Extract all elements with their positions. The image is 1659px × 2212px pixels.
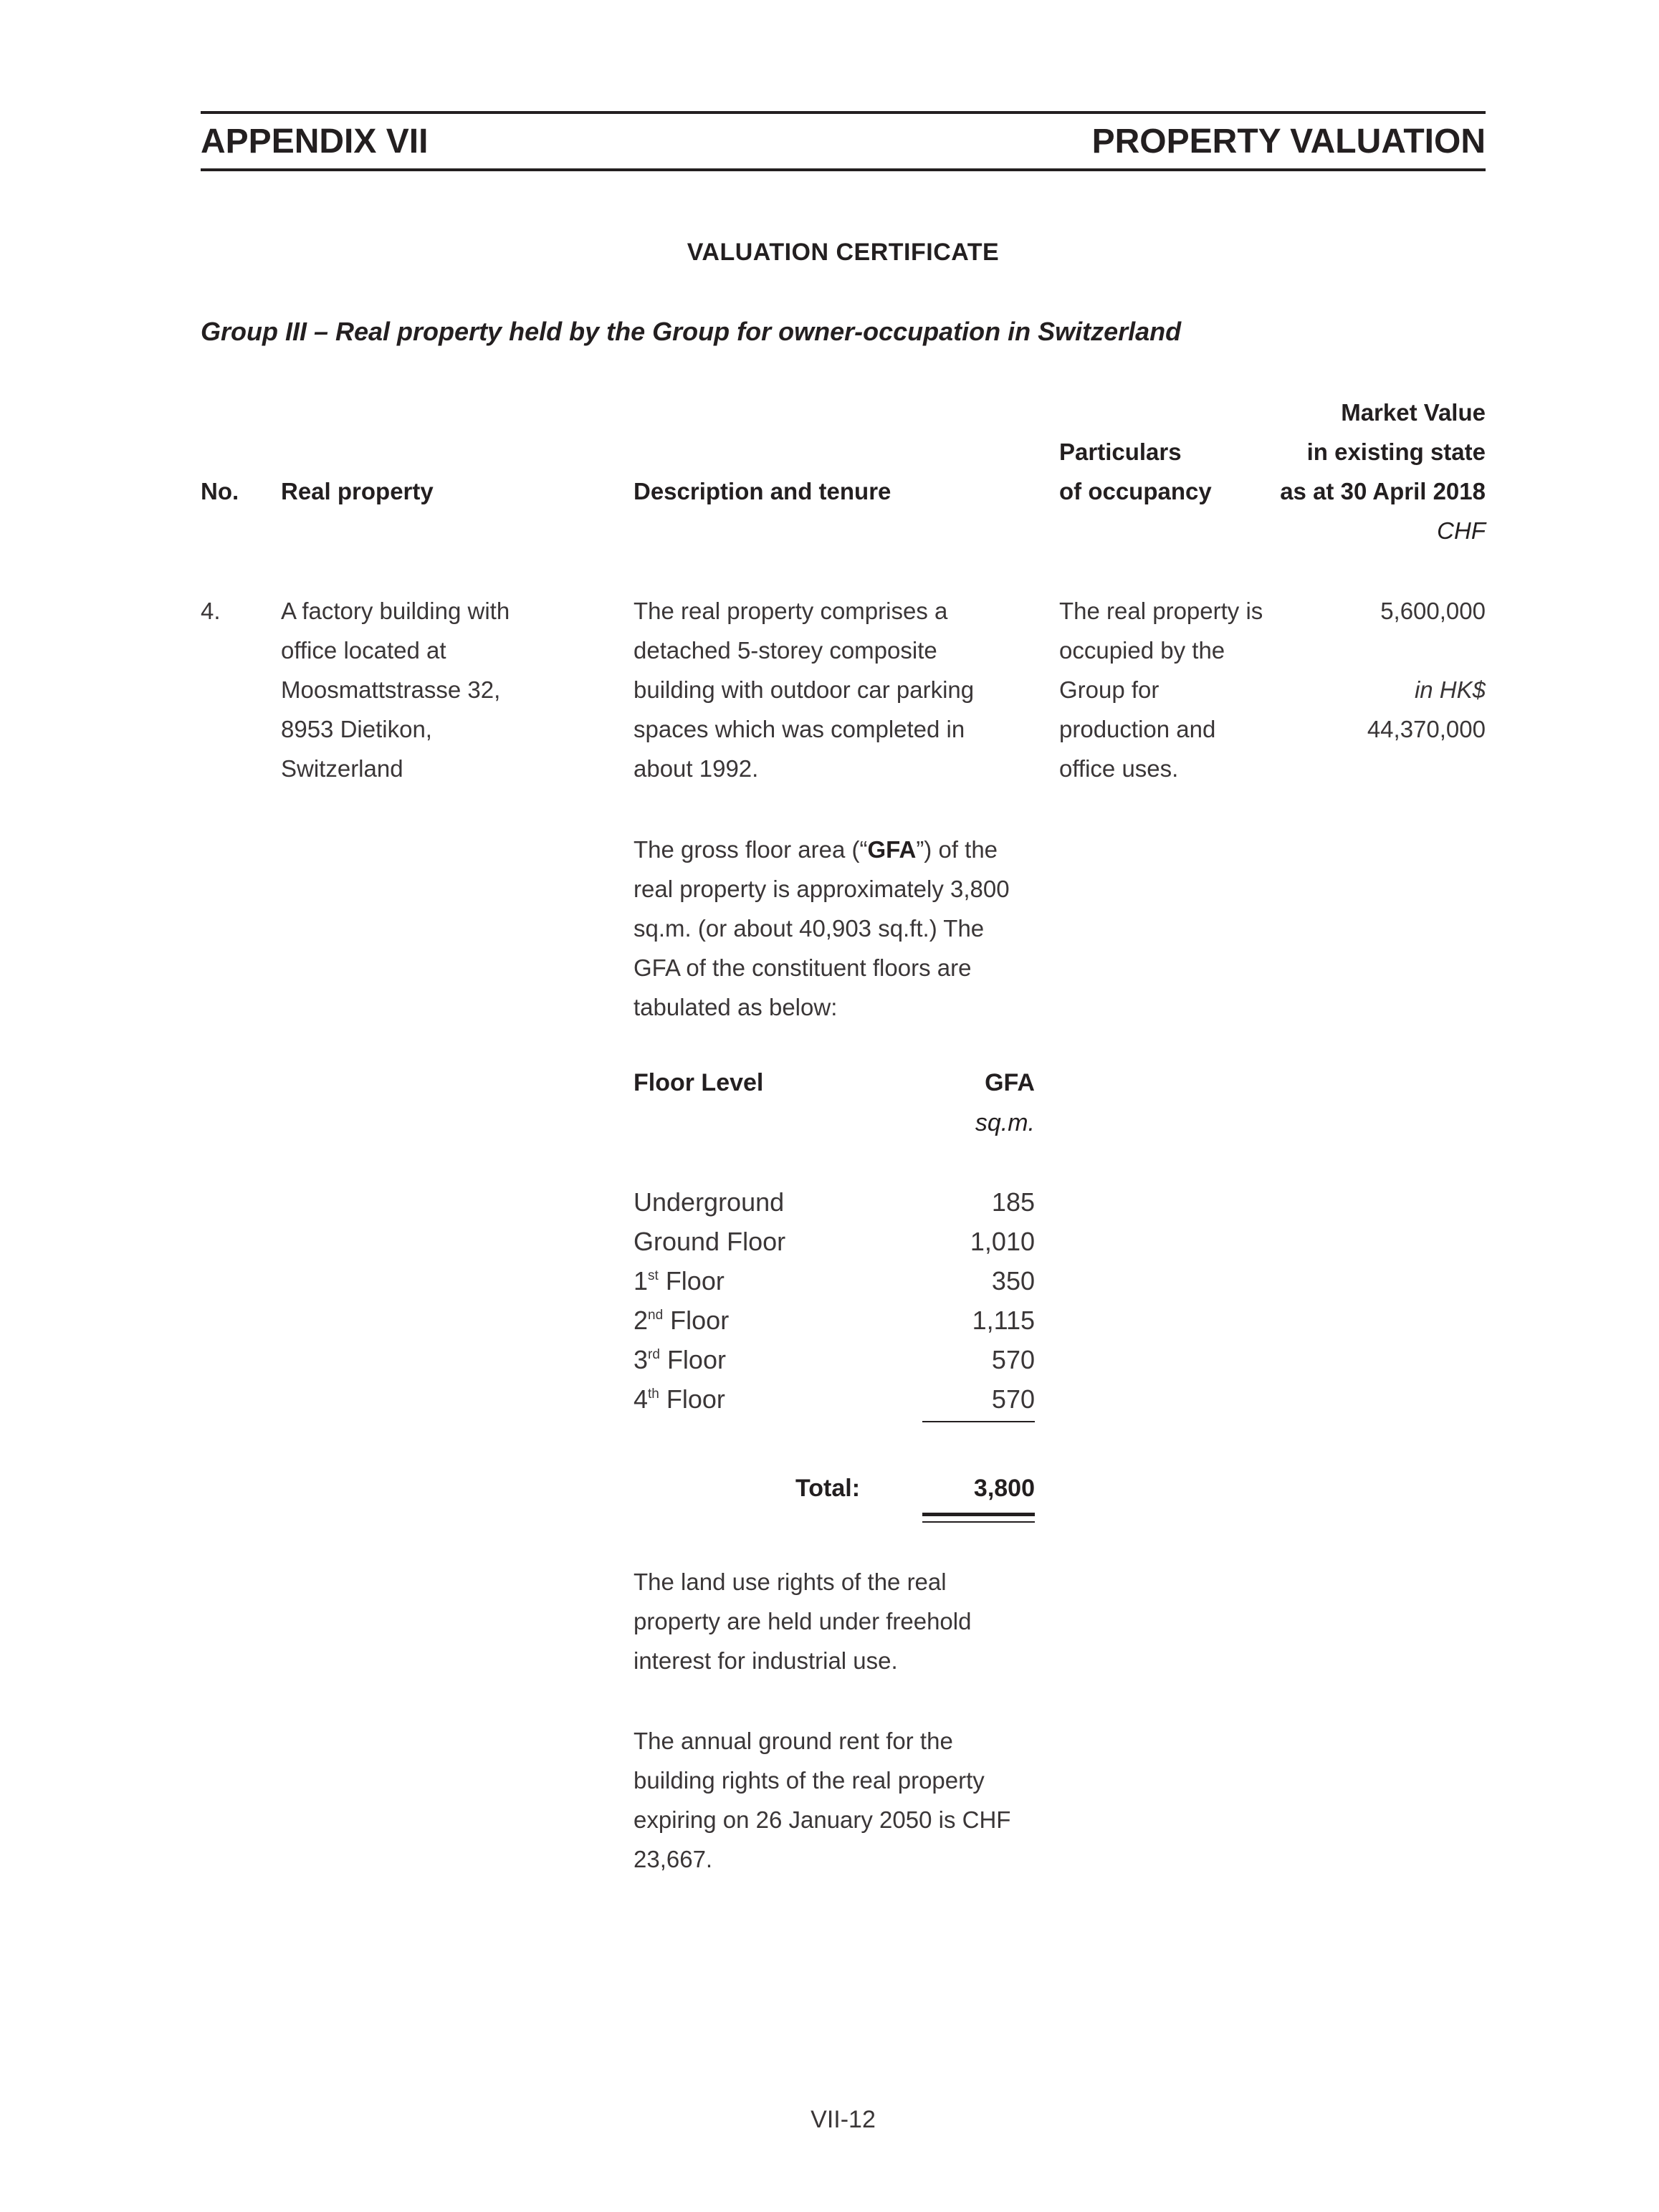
market-value-hkd: 44,370,000 xyxy=(1367,716,1486,742)
description-line: tabulated as below: xyxy=(634,994,838,1020)
table-row xyxy=(634,1301,1035,1340)
description-line: property are held under freehold xyxy=(634,1608,972,1634)
description-line: 23,667. xyxy=(634,1846,713,1872)
subtotal-rule xyxy=(922,1421,1035,1422)
hkd-label: in HK$ xyxy=(1414,676,1486,703)
gfa-unit: sq.m. xyxy=(975,1109,1035,1136)
currency-label: CHF xyxy=(1437,517,1486,544)
floor-gfa: 570 xyxy=(991,1345,1035,1374)
total-double-rule xyxy=(922,1521,1035,1523)
description-line: building with outdoor car parking xyxy=(634,676,975,703)
column-header-no: No. xyxy=(201,478,239,504)
description-line: about 1992. xyxy=(634,755,759,782)
market-value-header-line: as at 30 April 2018 xyxy=(1280,478,1486,504)
table-row xyxy=(634,1182,1035,1222)
market-value-header-line: Market Value xyxy=(1341,399,1486,426)
floor-table-header xyxy=(634,1063,1035,1103)
market-value xyxy=(1367,591,1486,749)
description-line: The real property comprises a xyxy=(634,598,948,624)
address-line: A factory building with xyxy=(281,598,510,624)
real-property-address xyxy=(281,591,596,788)
market-value-header-line: in existing state xyxy=(1306,439,1486,465)
floor-label: Underground xyxy=(634,1187,785,1217)
column-header-description: Description and tenure xyxy=(634,478,891,504)
section-title: PROPERTY VALUATION xyxy=(1091,123,1486,161)
market-value-chf: 5,600,000 xyxy=(1380,598,1486,624)
floor-gfa: 1,115 xyxy=(972,1306,1035,1335)
spacer xyxy=(1367,631,1486,670)
floor-label: 3rd Floor xyxy=(634,1345,726,1374)
column-header-market-value xyxy=(1280,393,1486,550)
total-value: 3,800 xyxy=(973,1475,1035,1502)
floor-gfa: 350 xyxy=(991,1266,1035,1296)
table-row xyxy=(634,1261,1035,1301)
floor-label: 4th Floor xyxy=(634,1384,725,1414)
description-line: sq.m. (or about 40,903 sq.ft.) The xyxy=(634,915,985,942)
floor-gfa: 1,010 xyxy=(970,1227,1035,1256)
gfa-intro-tail: ”) of the xyxy=(916,836,998,863)
group-title: Group III – Real property held by the Group for owner-occupation in Switzerland xyxy=(201,317,1182,346)
description-line: GFA of the constituent floors are xyxy=(634,954,972,981)
entry-number: 4. xyxy=(201,598,221,624)
certificate-title: VALUATION CERTIFICATE xyxy=(687,239,1000,266)
description-line xyxy=(634,830,1049,869)
description-paragraph-3 xyxy=(634,1562,1049,1680)
description-paragraph-4 xyxy=(634,1721,1049,1879)
particulars-line: occupied by the xyxy=(1059,637,1225,664)
floor-label: Ground Floor xyxy=(634,1227,786,1256)
address-line: 8953 Dietikon, xyxy=(281,716,432,742)
description-paragraph-2 xyxy=(634,830,1049,1027)
appendix-title: APPENDIX VII xyxy=(201,123,429,161)
gfa-intro-text: The gross floor area (“ xyxy=(634,836,868,863)
description-line: interest for industrial use. xyxy=(634,1647,898,1674)
description-line: expiring on 26 January 2050 is CHF xyxy=(634,1806,1011,1833)
description-line: detached 5-storey composite xyxy=(634,637,937,664)
particulars-line: office uses. xyxy=(1059,755,1179,782)
particulars-header-line: of occupancy xyxy=(1059,478,1212,504)
description-line: spaces which was completed in xyxy=(634,716,965,742)
floor-table-body xyxy=(634,1182,1035,1419)
column-header-real-property: Real property xyxy=(281,478,434,504)
total-double-rule xyxy=(922,1513,1035,1516)
description-line: real property is approximately 3,800 xyxy=(634,876,1010,902)
floor-gfa: 570 xyxy=(991,1384,1035,1414)
header-top-rule xyxy=(201,111,1486,114)
address-line: Moosmattstrasse 32, xyxy=(281,676,501,703)
table-row xyxy=(634,1340,1035,1379)
column-header-particulars xyxy=(1059,432,1212,511)
address-line: Switzerland xyxy=(281,755,403,782)
floor-gfa: 185 xyxy=(991,1187,1035,1217)
particulars-header-line: Particulars xyxy=(1059,439,1182,465)
table-row xyxy=(634,1379,1035,1419)
floor-level-header: Floor Level xyxy=(634,1069,764,1096)
page-number: VII-12 xyxy=(811,2106,876,2133)
particulars-line: The real property is xyxy=(1059,598,1263,624)
description-line: building rights of the real property xyxy=(634,1767,985,1794)
floor-label: 1st Floor xyxy=(634,1266,725,1296)
description-line: The annual ground rent for the xyxy=(634,1728,953,1754)
particulars-line: production and xyxy=(1059,716,1216,742)
address-line: office located at xyxy=(281,637,446,664)
gfa-header: GFA xyxy=(985,1069,1035,1096)
particulars-line: Group for xyxy=(1059,676,1160,703)
particulars-of-occupancy xyxy=(1059,591,1289,788)
floor-label: 2nd Floor xyxy=(634,1306,730,1335)
total-label: Total: xyxy=(795,1475,861,1502)
header-bottom-rule xyxy=(201,168,1486,171)
gfa-defined-term: GFA xyxy=(867,836,917,863)
description-paragraph-1 xyxy=(634,591,1049,788)
description-line: The land use rights of the real xyxy=(634,1569,947,1595)
table-row xyxy=(634,1222,1035,1261)
